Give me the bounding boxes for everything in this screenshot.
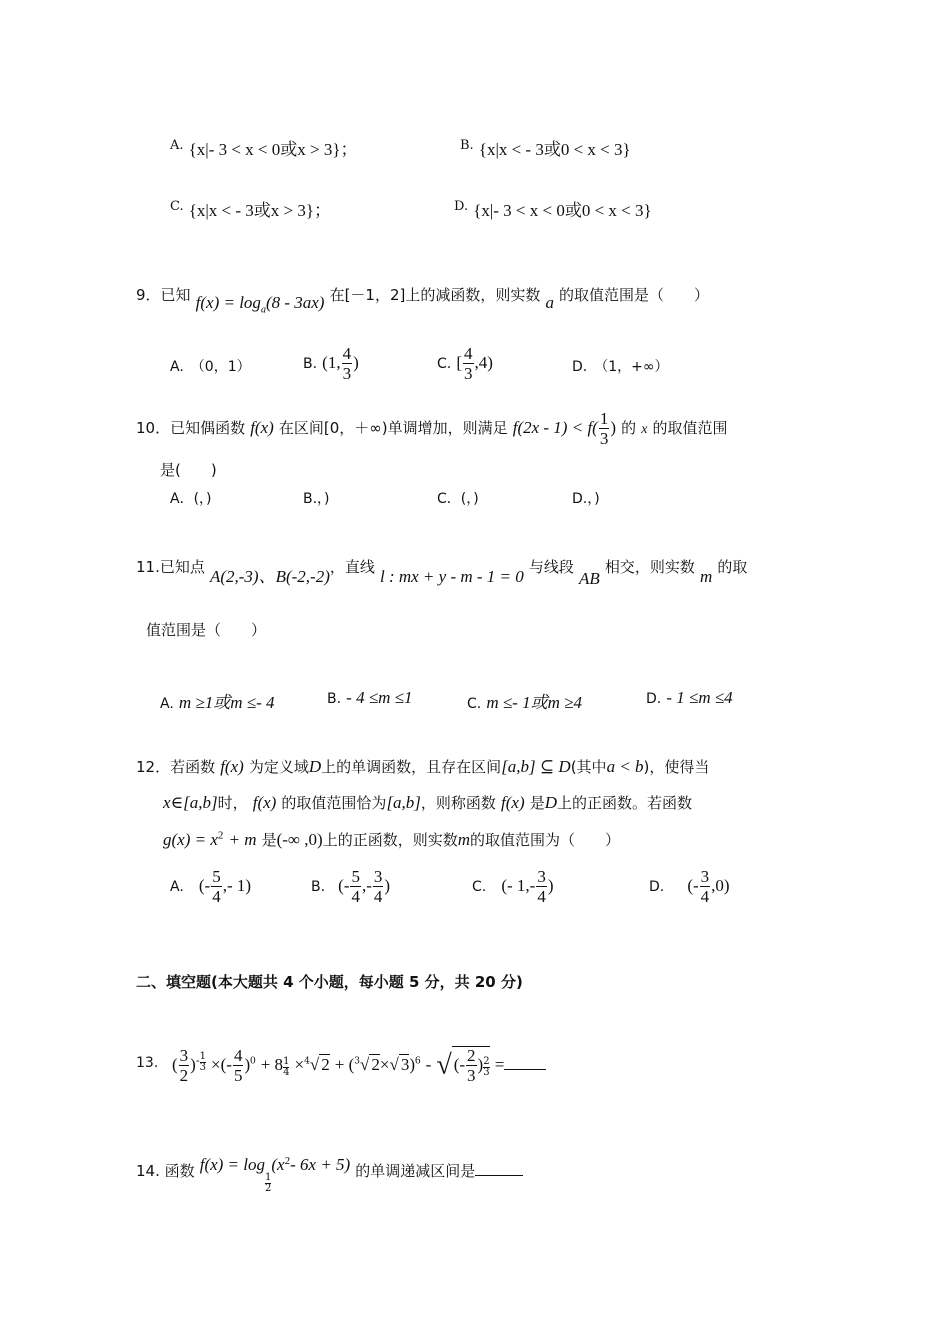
math-operator: ×(- [211, 1055, 232, 1074]
option-letter: A. [170, 138, 184, 153]
q12-option-b [311, 868, 390, 905]
root-index: 3 [354, 1056, 361, 1067]
exponent-fraction [283, 1057, 289, 1078]
denominator: 4 [351, 887, 360, 906]
math-expression: f(x) [252, 793, 277, 812]
option-text: {x|- 3 < x < 0或x > 3}； [188, 140, 358, 159]
question-12-line2 [163, 792, 692, 813]
option-text: (- [198, 876, 211, 895]
question-text: 时， [217, 794, 248, 812]
question-text: 上的正函数，则实数 [322, 831, 458, 849]
question-14 [136, 1154, 523, 1195]
answer-blank[interactable] [504, 1069, 546, 1070]
math-expression: (-∞ ,0) [276, 830, 323, 849]
option-text: ) [384, 876, 391, 895]
log-base-fraction [265, 1173, 271, 1194]
math-expression [195, 293, 325, 316]
exponent: 2 [217, 829, 224, 842]
question-text: 与线段 [528, 558, 574, 576]
math-operator: + ( [334, 1055, 355, 1074]
numerator: 2 [483, 1055, 490, 1067]
math-expression: D [308, 757, 322, 776]
q10-option-d: D.，) [572, 491, 600, 507]
math-expression: l : mx + y - m - 1 = 0 [379, 567, 524, 586]
q9-option-a: A. （0，1） [170, 359, 251, 375]
option-text: [ [456, 353, 462, 372]
option-letter: A. [170, 879, 184, 895]
fraction [233, 1047, 244, 1084]
math-expression: - 6x + 5) [290, 1155, 351, 1174]
math-expression: ) [610, 418, 616, 437]
numerator: 5 [351, 867, 360, 886]
q9-option-b [303, 345, 359, 382]
radicand: 2 [321, 1055, 330, 1074]
math-expression: a < b [606, 757, 644, 776]
option-text: (- [687, 876, 699, 895]
exponent-fraction [200, 1052, 206, 1073]
func-arg: (8 - 3ax) [265, 293, 325, 312]
root-index: 4 [304, 1056, 310, 1067]
math-expression: f(x) [250, 418, 274, 437]
exponent: 0 [250, 1054, 256, 1067]
denominator: 4 [283, 1066, 290, 1078]
variable: x [641, 422, 648, 437]
q12-option-c [472, 868, 553, 905]
numerator: 4 [342, 344, 352, 363]
denominator: 3 [464, 364, 473, 383]
fraction [599, 410, 610, 447]
q9-option-d: D. （1，+∞） [572, 359, 669, 375]
numerator: 4 [233, 1046, 243, 1065]
option-letter: C. [437, 356, 452, 372]
math-operator: ) [477, 1055, 484, 1074]
fraction [463, 345, 474, 382]
math-operator: × [294, 1055, 305, 1074]
denominator: 4 [212, 887, 221, 906]
variable: m [457, 830, 470, 849]
q11-option-d [646, 688, 733, 708]
numerator: 3 [373, 867, 383, 886]
answer-blank[interactable] [475, 1175, 523, 1176]
q11-option-a [160, 688, 275, 713]
question-text: 12．若函数 [136, 758, 216, 776]
option-letter: C. [472, 879, 487, 895]
option-text: - 4 ≤m ≤1 [346, 688, 413, 707]
option-letter: A. [160, 696, 174, 712]
question-13-number: 13. [136, 1055, 159, 1071]
fraction [211, 868, 222, 905]
denominator: 4 [373, 887, 383, 906]
option-text: {x|x < - 3或0 < x < 3} [478, 140, 631, 159]
option-text: m ≥1或m ≤- 4 [178, 693, 275, 712]
option-text: ,- [361, 876, 372, 895]
denominator: 3 [483, 1066, 490, 1078]
option-text: ) [353, 353, 359, 372]
func-text: f(x) = log [195, 293, 261, 312]
question-10 [136, 410, 728, 447]
denominator: 3 [199, 1062, 206, 1074]
option-text: {x|x < - 3或x > 3}； [188, 201, 332, 220]
q8-option-a [170, 135, 358, 160]
option-letter: B. [311, 879, 326, 895]
math-expression: f(2x - 1) < f( [512, 418, 598, 437]
numerator: 1 [199, 1051, 206, 1063]
question-text: ，直线 [329, 558, 375, 576]
variable: a [545, 293, 554, 312]
numerator: 1 [265, 1172, 272, 1184]
question-text: 9．已知 [136, 286, 191, 304]
denominator: 4 [537, 887, 546, 906]
question-text: 的 [621, 419, 637, 437]
math-operator: ) [244, 1055, 251, 1074]
radicand: 2 [371, 1055, 380, 1074]
option-text: (- [338, 876, 350, 895]
q11-option-c [467, 688, 582, 713]
option-text: ,0) [711, 876, 730, 895]
option-letter: C. [170, 199, 184, 214]
option-letter: B. [460, 138, 474, 153]
radicand: 3 [400, 1055, 410, 1074]
math-expression: f(x) = log [199, 1155, 266, 1174]
option-letter: C. [467, 696, 482, 712]
q12-option-a [170, 868, 251, 905]
q10-option-a: A．(，) [170, 491, 212, 507]
q10-option-c: C．(，) [437, 491, 479, 507]
q9-option-c [437, 345, 493, 382]
question-13-expression: ( $\frac{3}{2}$ )$^{- \frac{1}{3}}$ ×(- $\frac{4}{5}$ )$^0$ + 8 $\frac{1}{4}$ ×$^4$√ 2 + ($^3$√ 2×√ 3)$^6$ - √ (- $\frac{2}{3}$ ) $\frac{2}{3}$ = [172, 1046, 546, 1084]
math-operator: ) [409, 1055, 415, 1074]
math-expression: D [544, 793, 558, 812]
question-text: 在[－1，2]上的减函数，则实数 [329, 286, 541, 304]
fraction [700, 868, 711, 905]
denominator: 4 [700, 887, 710, 906]
fraction [342, 345, 353, 382]
math-expression: f(x) [220, 757, 244, 776]
math-expression: [a,b] [386, 793, 421, 812]
option-text: ,4) [474, 353, 493, 372]
denominator: 3 [342, 364, 352, 383]
question-12-line3 [163, 829, 620, 850]
question-text: 的单调递减区间是 [355, 1162, 476, 1180]
denominator: 3 [467, 1066, 476, 1085]
fraction [179, 1047, 190, 1084]
numerator: 2 [467, 1046, 476, 1065]
q8-option-d [454, 196, 652, 221]
question-text: 11.已知点 [136, 558, 205, 576]
option-letter: B. [327, 691, 342, 707]
denominator: 2 [179, 1066, 189, 1085]
numerator: 1 [283, 1055, 290, 1067]
question-text: 的取值范围 [652, 419, 728, 437]
exponent-fraction [483, 1057, 489, 1078]
question-text: 10．已知偶函数 [136, 419, 246, 437]
question-text: 上的正函数。若函数 [557, 794, 693, 812]
question-9 [136, 284, 710, 316]
question-11-line2: 值范围是（ ） [146, 621, 267, 639]
exponent [195, 1051, 206, 1074]
fraction [466, 1047, 477, 1084]
exponent: 2 [284, 1154, 291, 1167]
numerator: 1 [599, 409, 609, 428]
option-letter: D. [454, 199, 469, 214]
numerator: 3 [700, 867, 710, 886]
math-expression: A(2,-3)、B(-2,-2) [209, 567, 330, 586]
option-letter: D. [646, 691, 662, 707]
math-expression: f(x) [501, 793, 525, 812]
question-text: 的取值范围是（ ） [559, 286, 710, 304]
math-operator: - [425, 1055, 432, 1074]
option-letter: D. [649, 879, 665, 895]
fraction [350, 868, 361, 905]
variable: m [699, 567, 713, 586]
math-expression: (x [271, 1155, 285, 1174]
math-operator: + 8 [260, 1055, 284, 1074]
question-text: )，使得当 [643, 758, 710, 776]
fraction [373, 868, 384, 905]
denominator: 2 [265, 1183, 272, 1195]
option-text: m ≤- 1或m ≥4 [486, 693, 582, 712]
option-text: {x|- 3 < x < 0或0 < x < 3} [473, 201, 652, 220]
question-text: 的取 [717, 558, 748, 576]
question-text: (其中 [570, 758, 607, 776]
math-operator: = [494, 1055, 505, 1074]
question-12-line1 [136, 756, 709, 777]
math-expression: AB [578, 569, 600, 588]
exponent-sign: - [195, 1053, 200, 1067]
math-operator: × [379, 1055, 390, 1074]
option-text: ,- 1) [222, 876, 252, 895]
question-text: 相交，则实数 [604, 558, 695, 576]
math-expression: + m [228, 830, 257, 849]
math-operator: (- [453, 1055, 466, 1074]
exponent: 6 [414, 1054, 421, 1067]
question-text: 14. 函数 [136, 1162, 195, 1180]
question-text: 的取值范围为（ ） [470, 831, 621, 849]
question-text: 是 [261, 831, 277, 849]
option-text: (- 1,- [501, 876, 536, 895]
numerator: 4 [464, 344, 473, 363]
option-text: (1, [322, 353, 341, 372]
question-10-line2: 是( ) [160, 461, 217, 479]
question-text: 在区间[0，＋∞)单调增加，则满足 [278, 419, 508, 437]
option-text: - 1 ≤m ≤4 [666, 688, 733, 707]
numerator: 5 [212, 867, 221, 886]
math-expression: x∈[a,b] [163, 793, 218, 812]
q12-option-d [649, 868, 730, 905]
question-text: 上的单调函数，且存在区间 [321, 758, 502, 776]
q11-option-b [327, 688, 413, 708]
option-text: ) [547, 876, 554, 895]
question-text: 是 [529, 794, 545, 812]
numerator: 3 [537, 867, 546, 886]
q8-option-b [460, 135, 631, 160]
denominator: 5 [233, 1066, 243, 1085]
fraction [536, 868, 547, 905]
log-base: a [260, 304, 266, 316]
sqrt-body [452, 1046, 490, 1084]
option-letter: B. [303, 356, 318, 372]
q8-option-c [170, 196, 331, 221]
section-heading: 二、填空题(本大题共 4 个小题，每小题 5 分，共 20 分) [136, 973, 523, 991]
math-expression: [a,b] ⊆ D [501, 757, 571, 776]
math-expression: g(x) = x [163, 830, 218, 849]
question-text: 为定义域 [248, 758, 309, 776]
question-11 [136, 552, 748, 588]
numerator: 3 [179, 1046, 189, 1065]
q10-option-b: B.，) [303, 491, 330, 507]
denominator: 3 [599, 429, 609, 448]
question-text: 的取值范围恰为 [281, 794, 387, 812]
question-text: ，则称函数 [420, 794, 496, 812]
